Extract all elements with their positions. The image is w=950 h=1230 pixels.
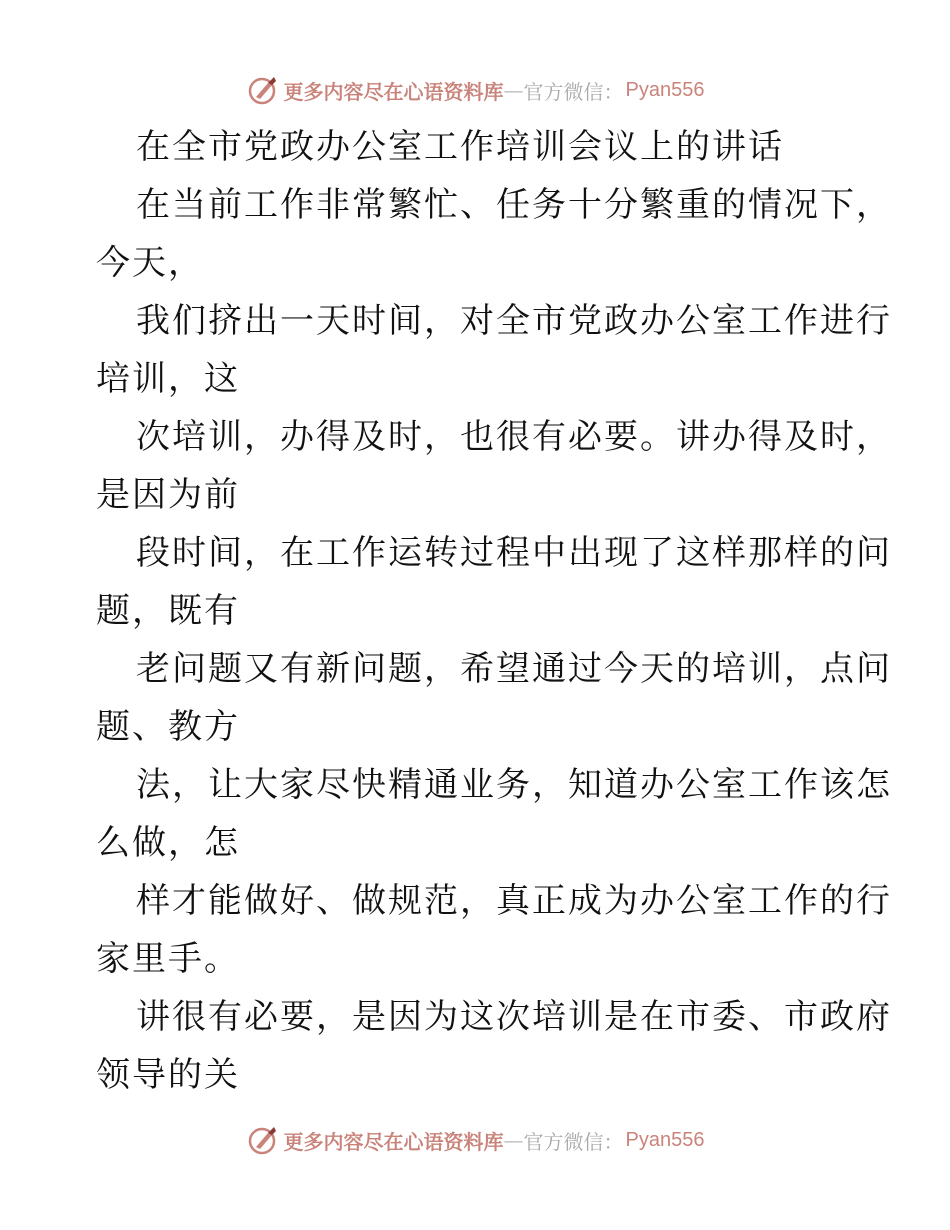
- banner-separator: —: [503, 78, 524, 102]
- banner-wechat-id: Pyan556: [625, 1128, 705, 1151]
- text-line: 题，既有: [96, 591, 240, 631]
- banner-wechat-label: 官方微信：: [523, 1129, 624, 1154]
- banner-wechat-id: Pyan556: [625, 78, 705, 101]
- text-line: 样才能做好、做规范，真正成为办公室工作的行: [136, 881, 892, 921]
- text-line: 法，让大家尽快精通业务，知道办公室工作该怎: [136, 765, 892, 805]
- text-line: 培训，这: [96, 359, 240, 399]
- text-line: 次培训，办得及时，也很有必要。讲办得及时，: [136, 417, 892, 457]
- pen-nib-logo-icon: [246, 73, 280, 107]
- text-line: 老问题又有新问题，希望通过今天的培训，点问: [136, 649, 892, 689]
- text-line: 今天，: [96, 243, 204, 283]
- text-line: 么做，怎: [96, 823, 240, 863]
- header-banner: [0, 70, 950, 110]
- banner-wechat-label: 官方微信：: [523, 79, 624, 104]
- text-line: 我们挤出一天时间，对全市党政办公室工作进行: [136, 301, 892, 341]
- document-body: [96, 118, 892, 1104]
- text-line: 领导的关: [96, 1055, 240, 1095]
- text-line: 段时间，在工作运转过程中出现了这样那样的问: [136, 533, 892, 573]
- banner-text: 更多内容尽在心语资料库: [283, 79, 504, 104]
- text-line: 在当前工作非常繁忙、任务十分繁重的情况下，: [136, 185, 892, 225]
- text-line: 是因为前: [96, 475, 240, 515]
- footer-banner: [0, 1120, 950, 1160]
- banner-separator: —: [503, 1128, 524, 1152]
- text-line: 讲很有必要，是因为这次培训是在市委、市政府: [136, 997, 892, 1037]
- text-line: 家里手。: [96, 939, 240, 979]
- text-line: 题、教方: [96, 707, 240, 747]
- pen-nib-logo-icon: [246, 1123, 280, 1157]
- document-title: 在全市党政办公室工作培训会议上的讲话: [136, 127, 784, 167]
- banner-text: 更多内容尽在心语资料库: [283, 1129, 504, 1154]
